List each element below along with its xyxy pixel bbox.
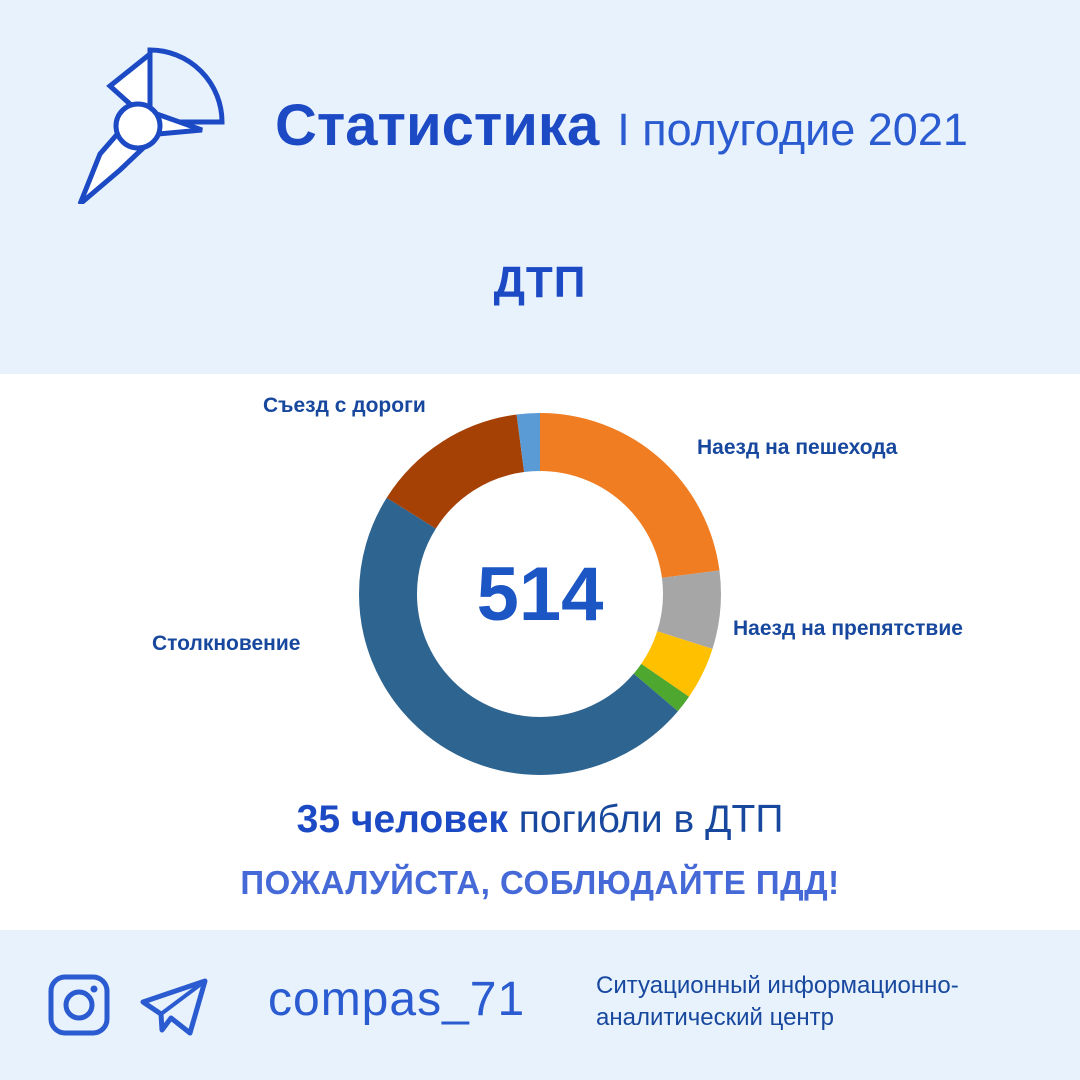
deaths-count: 35 человек [296,798,508,841]
chart-label-naezd-na-peshehoda: Наезд на пешехода [697,436,898,459]
footer-band [0,930,1080,1080]
organization-name [596,970,1016,1035]
chart-label-naezd-na-prepyatstvie: Наезд на препятствие [733,617,963,640]
organization-line-2: аналитический центр [596,1004,835,1032]
organization-line-1: Ситуационный информационно- [596,972,959,999]
call-to-action: ПОЖАЛУЙСТА, СОБЛЮДАЙТЕ ПДД! [240,864,840,901]
title-main: Статистика [275,93,600,158]
donut-chart [350,404,730,784]
header-band [0,0,1080,374]
compass-logo-icon [62,34,232,204]
instagram-icon[interactable] [48,974,110,1036]
social-handle[interactable]: compas_71 [268,973,526,1026]
page-title [275,92,968,159]
deaths-line [0,798,1080,842]
telegram-icon[interactable] [140,978,208,1036]
deaths-text: погибли в ДТП [507,798,784,841]
donut-center-value: 514 [476,551,604,637]
title-subtitle: I полугодие 2021 [617,104,968,155]
chart-label-sezd-s-dorogi: Съезд с дороги [263,394,426,417]
section-title: ДТП [493,258,587,307]
chart-label-stolknovenie: Столкновение [152,632,301,655]
chart-area [0,374,1080,930]
